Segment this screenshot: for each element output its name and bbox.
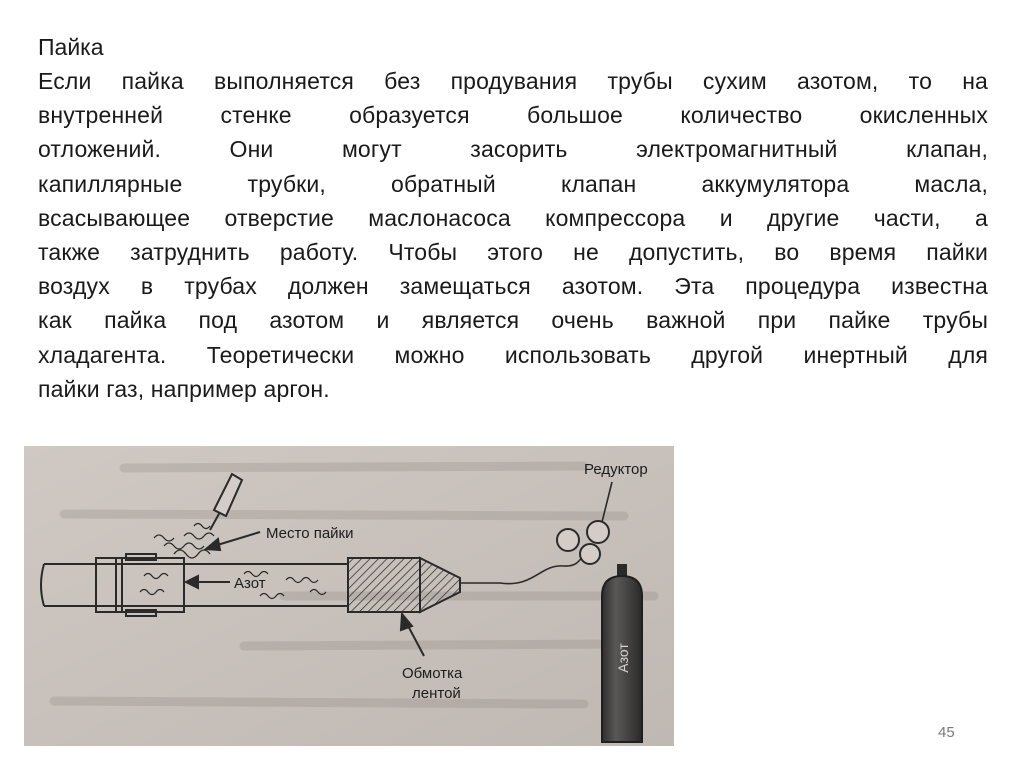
body-line: пайки газ, например аргон. [38, 375, 330, 402]
cylinder-label: Азот [615, 643, 631, 673]
regulator-label: Редуктор [584, 461, 648, 478]
body-line: также затруднить работу. Чтобы этого не допустить, во время пайки [38, 238, 988, 265]
body-line: хладагента. Теоретически можно использовать другой инертный для [38, 341, 988, 368]
slide-title: Пайка [38, 34, 104, 60]
page-number: 45 [938, 724, 955, 741]
solder-point-label: Место пайки [266, 525, 354, 542]
diagram-canvas [24, 446, 674, 746]
slide-body-text [38, 64, 988, 406]
nitrogen-brazing-diagram [24, 446, 674, 746]
tape-wrap-label-line2: лентой [412, 685, 461, 702]
tape-wrap-label-line1: Обмотка [402, 665, 463, 682]
body-line: всасывающее отверстие маслонасоса компрессора и другие части, а [38, 204, 988, 231]
body-line: Если пайка выполняется без продувания трубы сухим азотом, то на [38, 68, 988, 94]
body-line: внутренней стенке образуется большое количество окисленных [38, 102, 988, 129]
body-line: отложений. Они могут засорить электромагнитный клапан, [38, 136, 988, 163]
body-line: капиллярные трубки, обратный клапан аккумулятора масла, [38, 170, 988, 197]
body-line: воздух в трубах должен замещаться азотом. Эта процедура известна [38, 273, 988, 300]
nitrogen-flow-label: Азот [234, 575, 266, 592]
body-line: как пайка под азотом и является очень важной при пайке трубы [38, 307, 988, 334]
